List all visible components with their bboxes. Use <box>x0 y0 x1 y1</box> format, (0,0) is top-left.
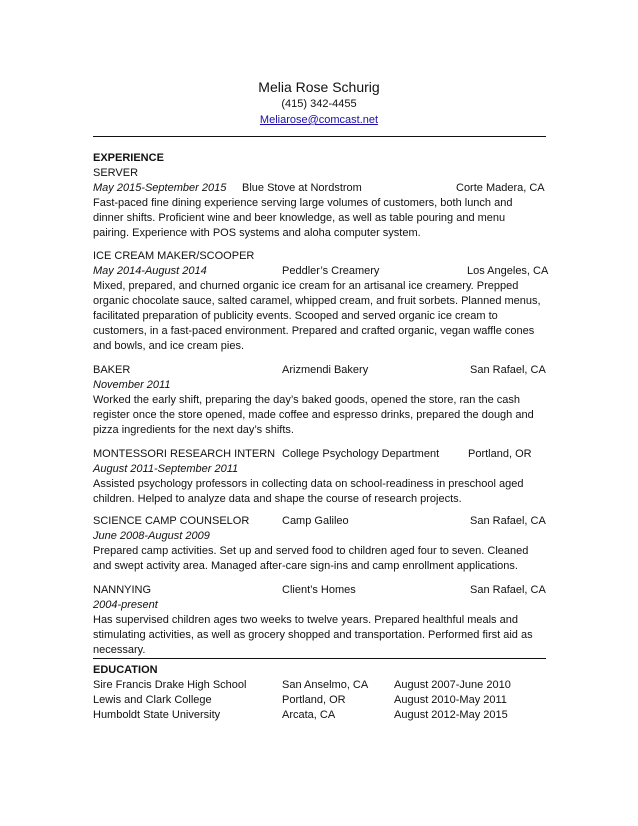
job-location: Los Angeles, CA <box>467 265 549 277</box>
job-description-line: stimulating activities, as well as grocery shopped and transportation. Performed first aid as <box>93 629 533 641</box>
job-employer: Arizmendi Bakery <box>282 364 369 376</box>
job-description-line: Has supervised children ages two weeks to twelve years. Prepared healthful meals and <box>93 614 518 626</box>
job-description-line: organic chocolate sauce, salted caramel, whipped cream, and fruit sorbets. Planned menus, <box>93 295 541 307</box>
job-location: San Rafael, CA <box>470 364 546 376</box>
section-divider <box>93 658 546 659</box>
email-link-wrap <box>93 112 545 128</box>
job-description-line: facilitated preparation of publicity events. Scooped and served organic ice cream to <box>93 310 498 322</box>
school-name: Lewis and Clark College <box>93 694 212 706</box>
job-description-line: register once the store opened, made coffee and espresso drinks, prepared the dough and <box>93 409 534 421</box>
job-description-line: and swept activity area. Managed after-care sign-ins and camp enrollment applications. <box>93 560 518 572</box>
phone-number: (415) 342-4455 <box>281 98 357 110</box>
job-description-line: Fast-paced fine dining experience serving large volumes of customers, both lunch and <box>93 197 513 209</box>
job-dates: May 2015-September 2015 <box>93 182 227 194</box>
job-title: ICE CREAM MAKER/SCOOPER <box>93 250 255 262</box>
job-employer: Camp Galileo <box>282 515 349 527</box>
job-description-line: pizza ingredients for the next day’s shifts. <box>93 424 294 436</box>
school-location: Arcata, CA <box>282 709 336 721</box>
job-description-line: Worked the early shift, preparing the day’s baked goods, opened the store, ran the cash <box>93 394 521 406</box>
job-employer: Peddler’s Creamery <box>282 265 380 277</box>
job-dates: May 2014-August 2014 <box>93 265 207 277</box>
job-dates: August 2011-September 2011 <box>93 463 239 475</box>
job-employer: College Psychology Department <box>282 448 440 460</box>
school-name: Humboldt State University <box>93 709 221 721</box>
job-description-line: necessary. <box>93 644 146 656</box>
job-description-line: children. Helped to analyze data and shape the course of research projects. <box>93 493 462 505</box>
school-dates: August 2012-May 2015 <box>394 709 508 721</box>
job-location: Corte Madera, CA <box>456 182 545 194</box>
job-employer: Client’s Homes <box>282 584 356 596</box>
job-description-line: Prepared camp activities. Set up and served food to children aged four to seven. Cleaned <box>93 545 529 557</box>
job-location: San Rafael, CA <box>470 515 546 527</box>
school-location: San Anselmo, CA <box>282 679 369 691</box>
school-dates: August 2007-June 2010 <box>394 679 511 691</box>
job-title: SERVER <box>93 167 139 179</box>
job-description-line: pairing. Experience with POS systems and aloha computer system. <box>93 227 421 239</box>
job-description-line: customers, in a fast-paced environment. Prepared and crafted organic, vegan waffle cones <box>93 325 535 337</box>
job-location: Portland, OR <box>468 448 532 460</box>
email-link[interactable]: Meliarose@comcast.net <box>259 114 379 126</box>
education-heading: EDUCATION <box>93 664 158 676</box>
job-title: MONTESSORI RESEARCH INTERN <box>93 448 276 460</box>
job-employer: Blue Stove at Nordstrom <box>242 182 362 194</box>
school-dates: August 2010-May 2011 <box>394 694 507 706</box>
school-name: Sire Francis Drake High School <box>93 679 247 691</box>
school-location: Portland, OR <box>282 694 346 706</box>
job-description-line: Assisted psychology professors in collecting data on school-readiness in preschool aged <box>93 478 524 490</box>
job-description-line: Mixed, prepared, and churned organic ice cream for an artisanal ice creamery. Prepped <box>93 280 519 292</box>
job-description-line: and bowls, and ice cream pies. <box>93 340 245 352</box>
candidate-name: Melia Rose Schurig <box>258 79 380 95</box>
job-dates: November 2011 <box>93 379 171 391</box>
job-description-line: dinner shifts. Proficient wine and beer knowledge, as well as table pouring and menu <box>93 212 506 224</box>
header-divider <box>93 136 546 137</box>
job-title: NANNYING <box>93 584 152 596</box>
job-dates: June 2008-August 2009 <box>93 530 210 542</box>
job-dates: 2004-present <box>93 599 158 611</box>
job-location: San Rafael, CA <box>470 584 546 596</box>
experience-heading: EXPERIENCE <box>93 152 164 164</box>
job-title: BAKER <box>93 364 131 376</box>
job-title: SCIENCE CAMP COUNSELOR <box>93 515 250 527</box>
